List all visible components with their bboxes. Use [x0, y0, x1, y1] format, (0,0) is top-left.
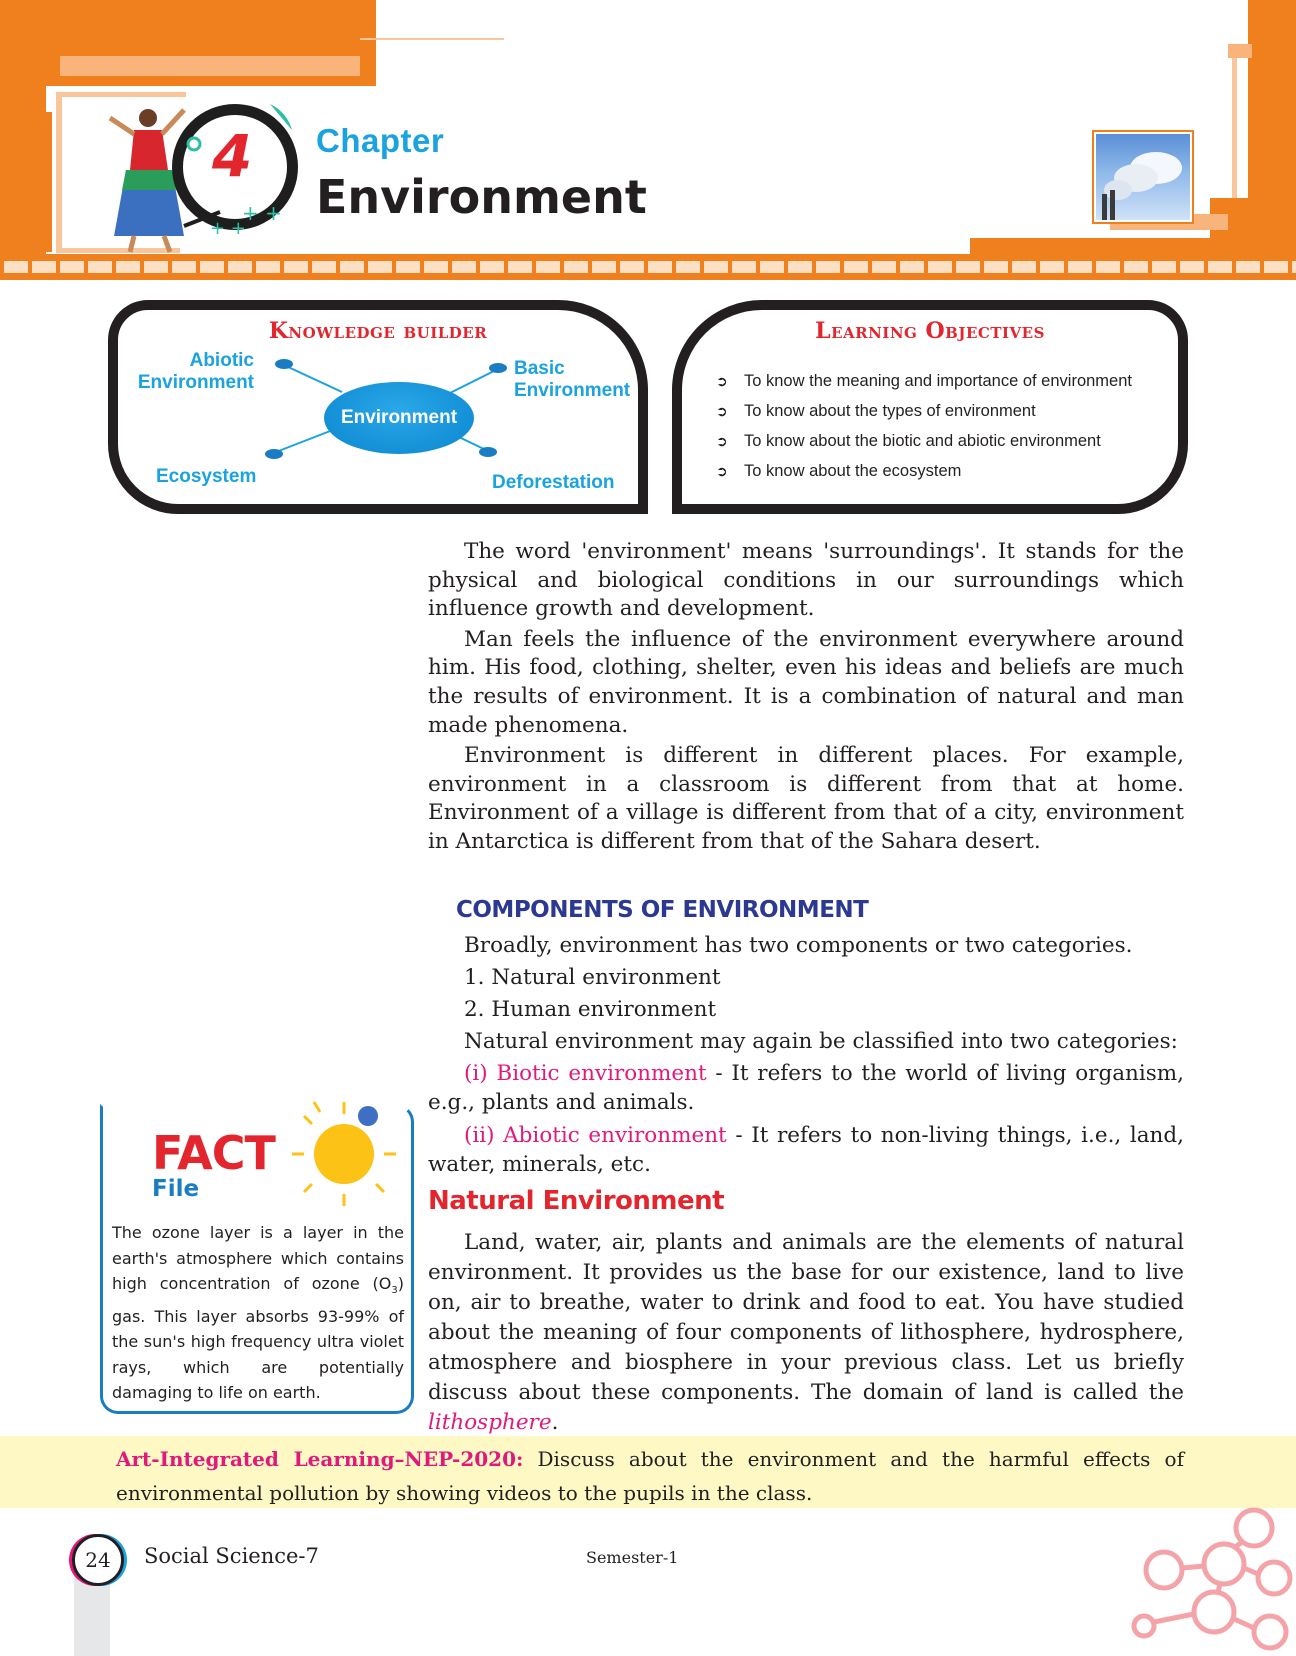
- natural-end: .: [551, 1410, 559, 1435]
- kb-basic-line2: Environment: [514, 380, 631, 401]
- biotic-term: (i) Biotic environment: [464, 1061, 707, 1086]
- biotic-def: - It refers to the world of living organism, e.g., plants and animals.: [428, 1061, 1184, 1115]
- fact-text-sub: 3: [391, 1285, 398, 1297]
- natural-text: Land, water, air, plants and animals are the elements of natural environment. It provides us the base for our existence, land to live on, air to breathe, water to drink and food to eat. You have studied about the meaning of four components of lithosphere, hydrosphere, atmosphere and biosphere in your previous class. Let us briefly discuss about these components. The domain of land is called the: [428, 1230, 1184, 1405]
- learning-objectives-list: [716, 366, 1132, 486]
- intro-paragraph-2: Man feels the influence of the environment everywhere around him. His food, clothing, shelter, even his ideas and beliefs are much the results of environment. It is a combination of natural and man made phenomena.: [428, 626, 1184, 738]
- kb-abiotic-line1: Abiotic: [189, 350, 254, 371]
- chapter-label: Chapter: [316, 122, 445, 159]
- svg-text:+ +: + +: [210, 218, 246, 239]
- objective-item: [716, 366, 1132, 396]
- arrow-bullet-icon: ➲: [716, 433, 728, 449]
- objective-text: To know the meaning and importance of environment: [744, 372, 1132, 390]
- arrow-bullet-icon: ➲: [716, 463, 728, 479]
- abiotic-term: (ii) Abiotic environment: [464, 1123, 727, 1148]
- fact-title: FACT: [152, 1126, 275, 1180]
- objective-text: To know about the biotic and abiotic environment: [744, 432, 1101, 450]
- intro-text: [428, 538, 1184, 857]
- kb-deforestation: Deforestation: [492, 472, 615, 493]
- fact-text-a: The ozone layer is a layer in the earth's atmosphere which contains high concentration of ozone (O: [112, 1223, 404, 1293]
- component-item-human: 2. Human environment: [464, 997, 717, 1022]
- objective-text: To know about the types of environment: [744, 402, 1036, 420]
- fact-subtitle: File: [152, 1176, 200, 1202]
- kb-abiotic-line2: Environment: [137, 372, 254, 393]
- objective-item: [716, 426, 1132, 456]
- biotic-definition: [428, 1060, 1184, 1117]
- svg-text:+ +: + +: [242, 201, 282, 225]
- footer-semester: Semester-1: [586, 1548, 679, 1567]
- mind-map-center: Environment: [324, 382, 474, 454]
- components-intro: Broadly, environment has two components or two categories.: [464, 933, 1133, 958]
- knowledge-builder-box: [108, 300, 648, 514]
- components-heading: COMPONENTS OF ENVIRONMENT: [456, 897, 869, 923]
- kb-abiotic-environment: [134, 350, 254, 394]
- sun-icon: [284, 1098, 410, 1210]
- kb-basic-environment: [514, 358, 630, 402]
- component-item-natural: 1. Natural environment: [464, 965, 721, 990]
- kb-basic-line1: Basic: [514, 358, 565, 379]
- kb-ecosystem: Ecosystem: [156, 466, 257, 487]
- learning-objectives-box: [672, 300, 1188, 514]
- arrow-bullet-icon: ➲: [716, 403, 728, 419]
- fact-text-b: ) gas. This layer absorbs 93-99% of the sun's high frequency ultra violet rays, which are potentially damaging to life on earth.: [112, 1274, 404, 1403]
- objective-item: [716, 456, 1132, 486]
- objective-text: To know about the ecosystem: [744, 462, 962, 480]
- molecule-decoration-icon: [1124, 1504, 1296, 1656]
- knowledge-builder-heading: Knowledge builder: [268, 318, 488, 344]
- chapter-number: 4: [212, 122, 253, 190]
- natural-environment-paragraph: [428, 1228, 1184, 1438]
- learning-objectives-heading: Learning Objectives: [815, 318, 1045, 344]
- art-body: Discuss about the environment and the harmful effects of environmental pollution by showing videos to the pupils in the class.: [116, 1447, 1184, 1505]
- page-number: 24: [72, 1534, 124, 1586]
- objective-item: [716, 396, 1132, 426]
- intro-paragraph-1: The word 'environment' means 'surroundings'. It stands for the physical and biological conditions in our surroundings which influence growth and development.: [428, 539, 1184, 622]
- art-integrated-text: [116, 1442, 1184, 1510]
- factory-smoke-photo: [1094, 132, 1192, 222]
- abiotic-definition: [428, 1122, 1184, 1179]
- lithosphere-term: lithosphere: [428, 1410, 552, 1435]
- abiotic-def: - It refers to non-living things, i.e., land, water, minerals, etc.: [428, 1123, 1184, 1177]
- arrow-bullet-icon: ➲: [716, 373, 728, 389]
- intro-paragraph-3: Environment is different in different places. For example, environment in a classroom is different from that at home. Environment of a village is different from that of a city, environment in Antarctica is different from that of the Sahara desert.: [428, 743, 1184, 854]
- art-label: Art-Integrated Learning–NEP-2020:: [116, 1447, 524, 1471]
- natural-classification-line: Natural environment may again be classified into two categories:: [464, 1029, 1178, 1054]
- fact-file-text: [112, 1220, 404, 1406]
- greek-key-border: [0, 254, 1296, 280]
- chapter-title: Environment: [316, 170, 647, 224]
- natural-environment-heading: Natural Environment: [428, 1186, 725, 1216]
- footer-book-title: Social Science-7: [144, 1544, 319, 1568]
